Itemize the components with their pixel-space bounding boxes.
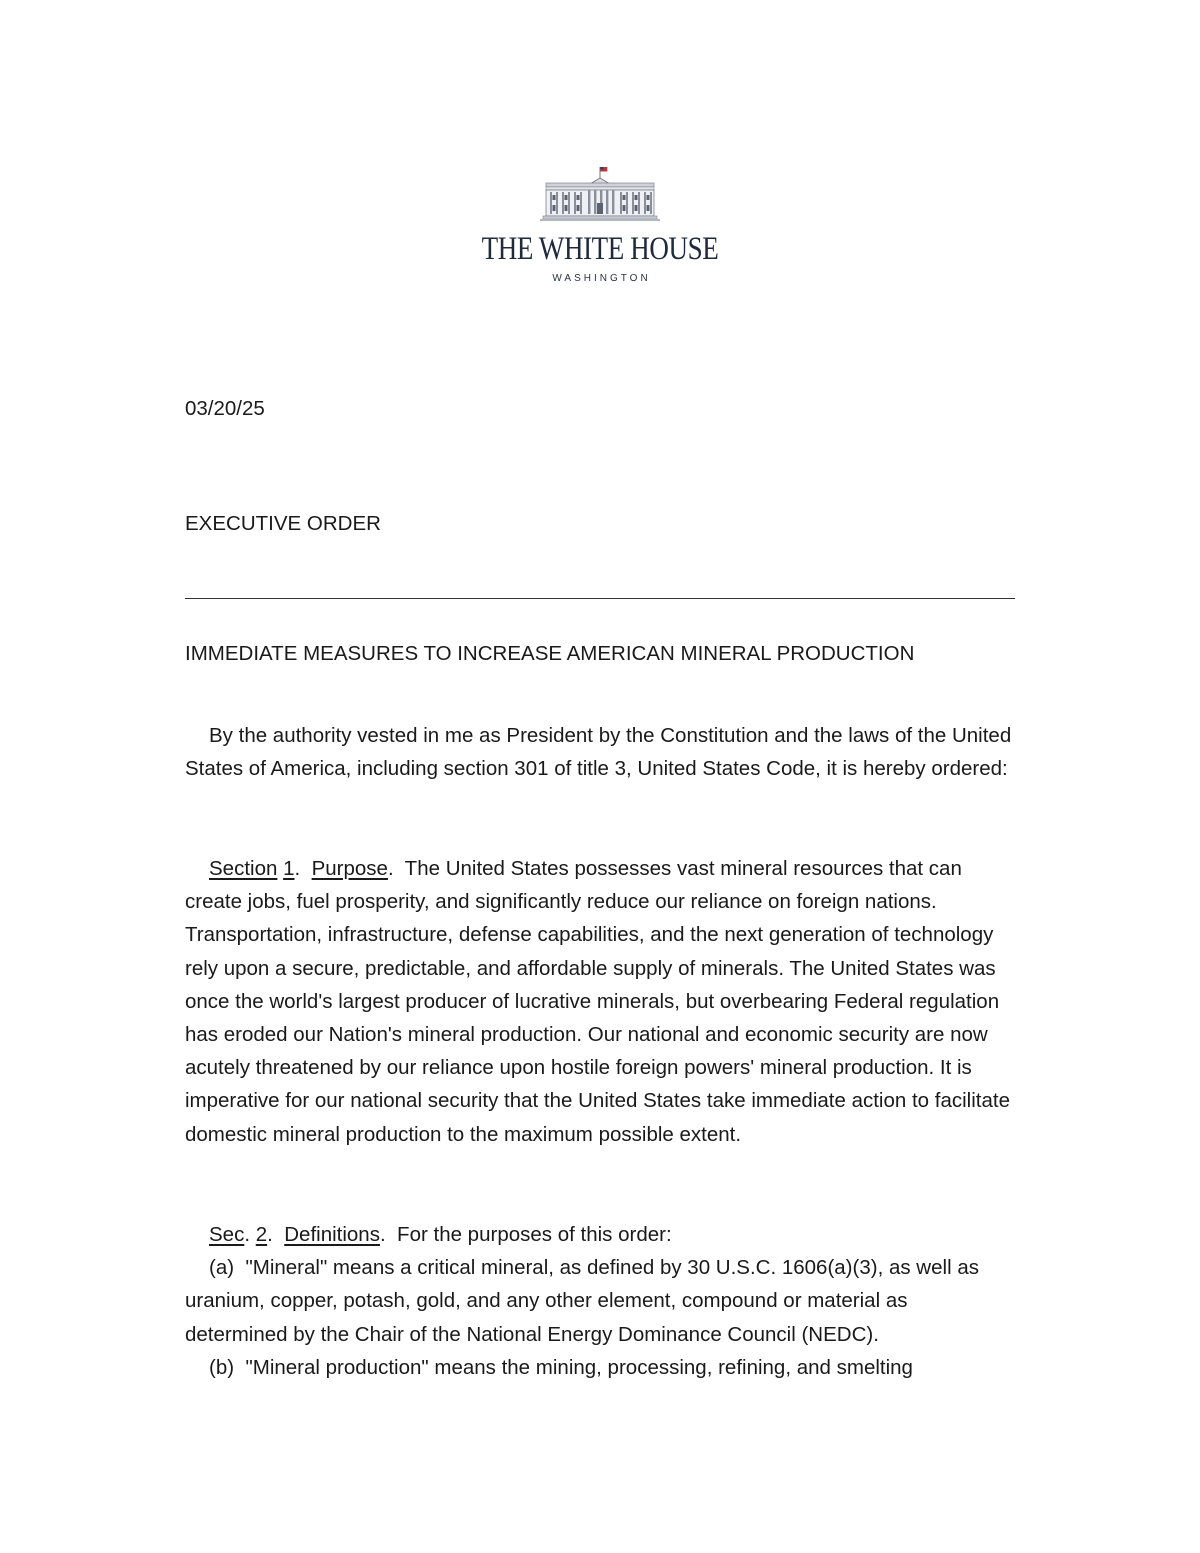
letterhead-title: THE WHITE HOUSE — [481, 231, 719, 267]
section-2 — [185, 1218, 1015, 1384]
document-date: 03/20/25 — [185, 397, 265, 420]
section-2-intro: For the purposes of this order: — [397, 1223, 672, 1246]
definition-text: "Mineral production" means the mining, processing, refining, and smelting — [245, 1355, 913, 1379]
section-2-label-number: 2 — [255, 1223, 268, 1246]
definition-marker: (b) — [209, 1355, 235, 1379]
horizontal-divider — [185, 598, 1015, 599]
document-type: EXECUTIVE ORDER — [185, 512, 381, 535]
section-2-intro-line: Sec. 2. Definitions. For the purposes of this order: — [209, 1223, 672, 1246]
definition-text: "Mineral" means a critical mineral, as defined by 30 U.S.C. 1606(a)(3), as well as uranium, copper, potash, gold, and any other element, compound or material as determined by the Chair of the National Energy Dominance Council (NEDC). — [185, 1256, 979, 1346]
section-1-body: The United States possesses vast mineral resources that can create jobs, fuel prosperity, and significantly reduce our reliance on foreign nations. Transportation, infrastructure, defense capabilities, and the next generation of technology rely upon a secure, predictable, and affordable supply of minerals. The United States was once the world's largest producer of lucrative minerals, but overbearing Federal regulation has eroded our Nation's mineral production. Our national and economic security are now acutely threatened by our reliance upon hostile foreign powers' mineral production. It is imperative for our national security that the United States take immediate action to facilitate domestic mineral production to the maximum possible extent. — [185, 857, 1010, 1146]
section-1-label-word: Section — [209, 857, 278, 880]
section-2-heading: Definitions — [284, 1223, 380, 1246]
section-1 — [185, 852, 1015, 1151]
section-2-label-word: Sec — [209, 1223, 245, 1246]
preamble — [185, 719, 1015, 785]
definition-item — [185, 1351, 1015, 1384]
letterhead — [0, 165, 1200, 284]
section-1-heading: Purpose — [311, 857, 388, 880]
section-1-label-number: 1 — [283, 857, 295, 880]
letterhead-subtitle: WASHINGTON — [552, 273, 651, 284]
section-1-paragraph: Section 1. Purpose. The United States possesses vast mineral resources that can create jobs, fuel prosperity, and significantly reduce our reliance on foreign nations. Transportation, infrastructure, defense capabilities, and the next generation of technology rely upon a secure, predictable, and affordable supply of minerals. The United States was once the world's largest producer of lucrative minerals, but overbearing Federal regulation has eroded our Nation's mineral production. Our national and economic security are now acutely threatened by our reliance upon hostile foreign powers' mineral production. It is imperative for our national security that the United States take immediate action to facilitate domestic mineral production to the maximum possible extent. — [185, 857, 1010, 1146]
definition-marker: (a) — [209, 1256, 235, 1280]
definition-item — [185, 1251, 1015, 1351]
white-house-building-icon — [540, 165, 660, 223]
order-title: IMMEDIATE MEASURES TO INCREASE AMERICAN MINERAL PRODUCTION — [185, 642, 915, 665]
preamble-text: By the authority vested in me as President by the Constitution and the laws of the United States of America, including section 301 of title 3, United States Code, it is hereby ordered: — [185, 724, 1012, 781]
